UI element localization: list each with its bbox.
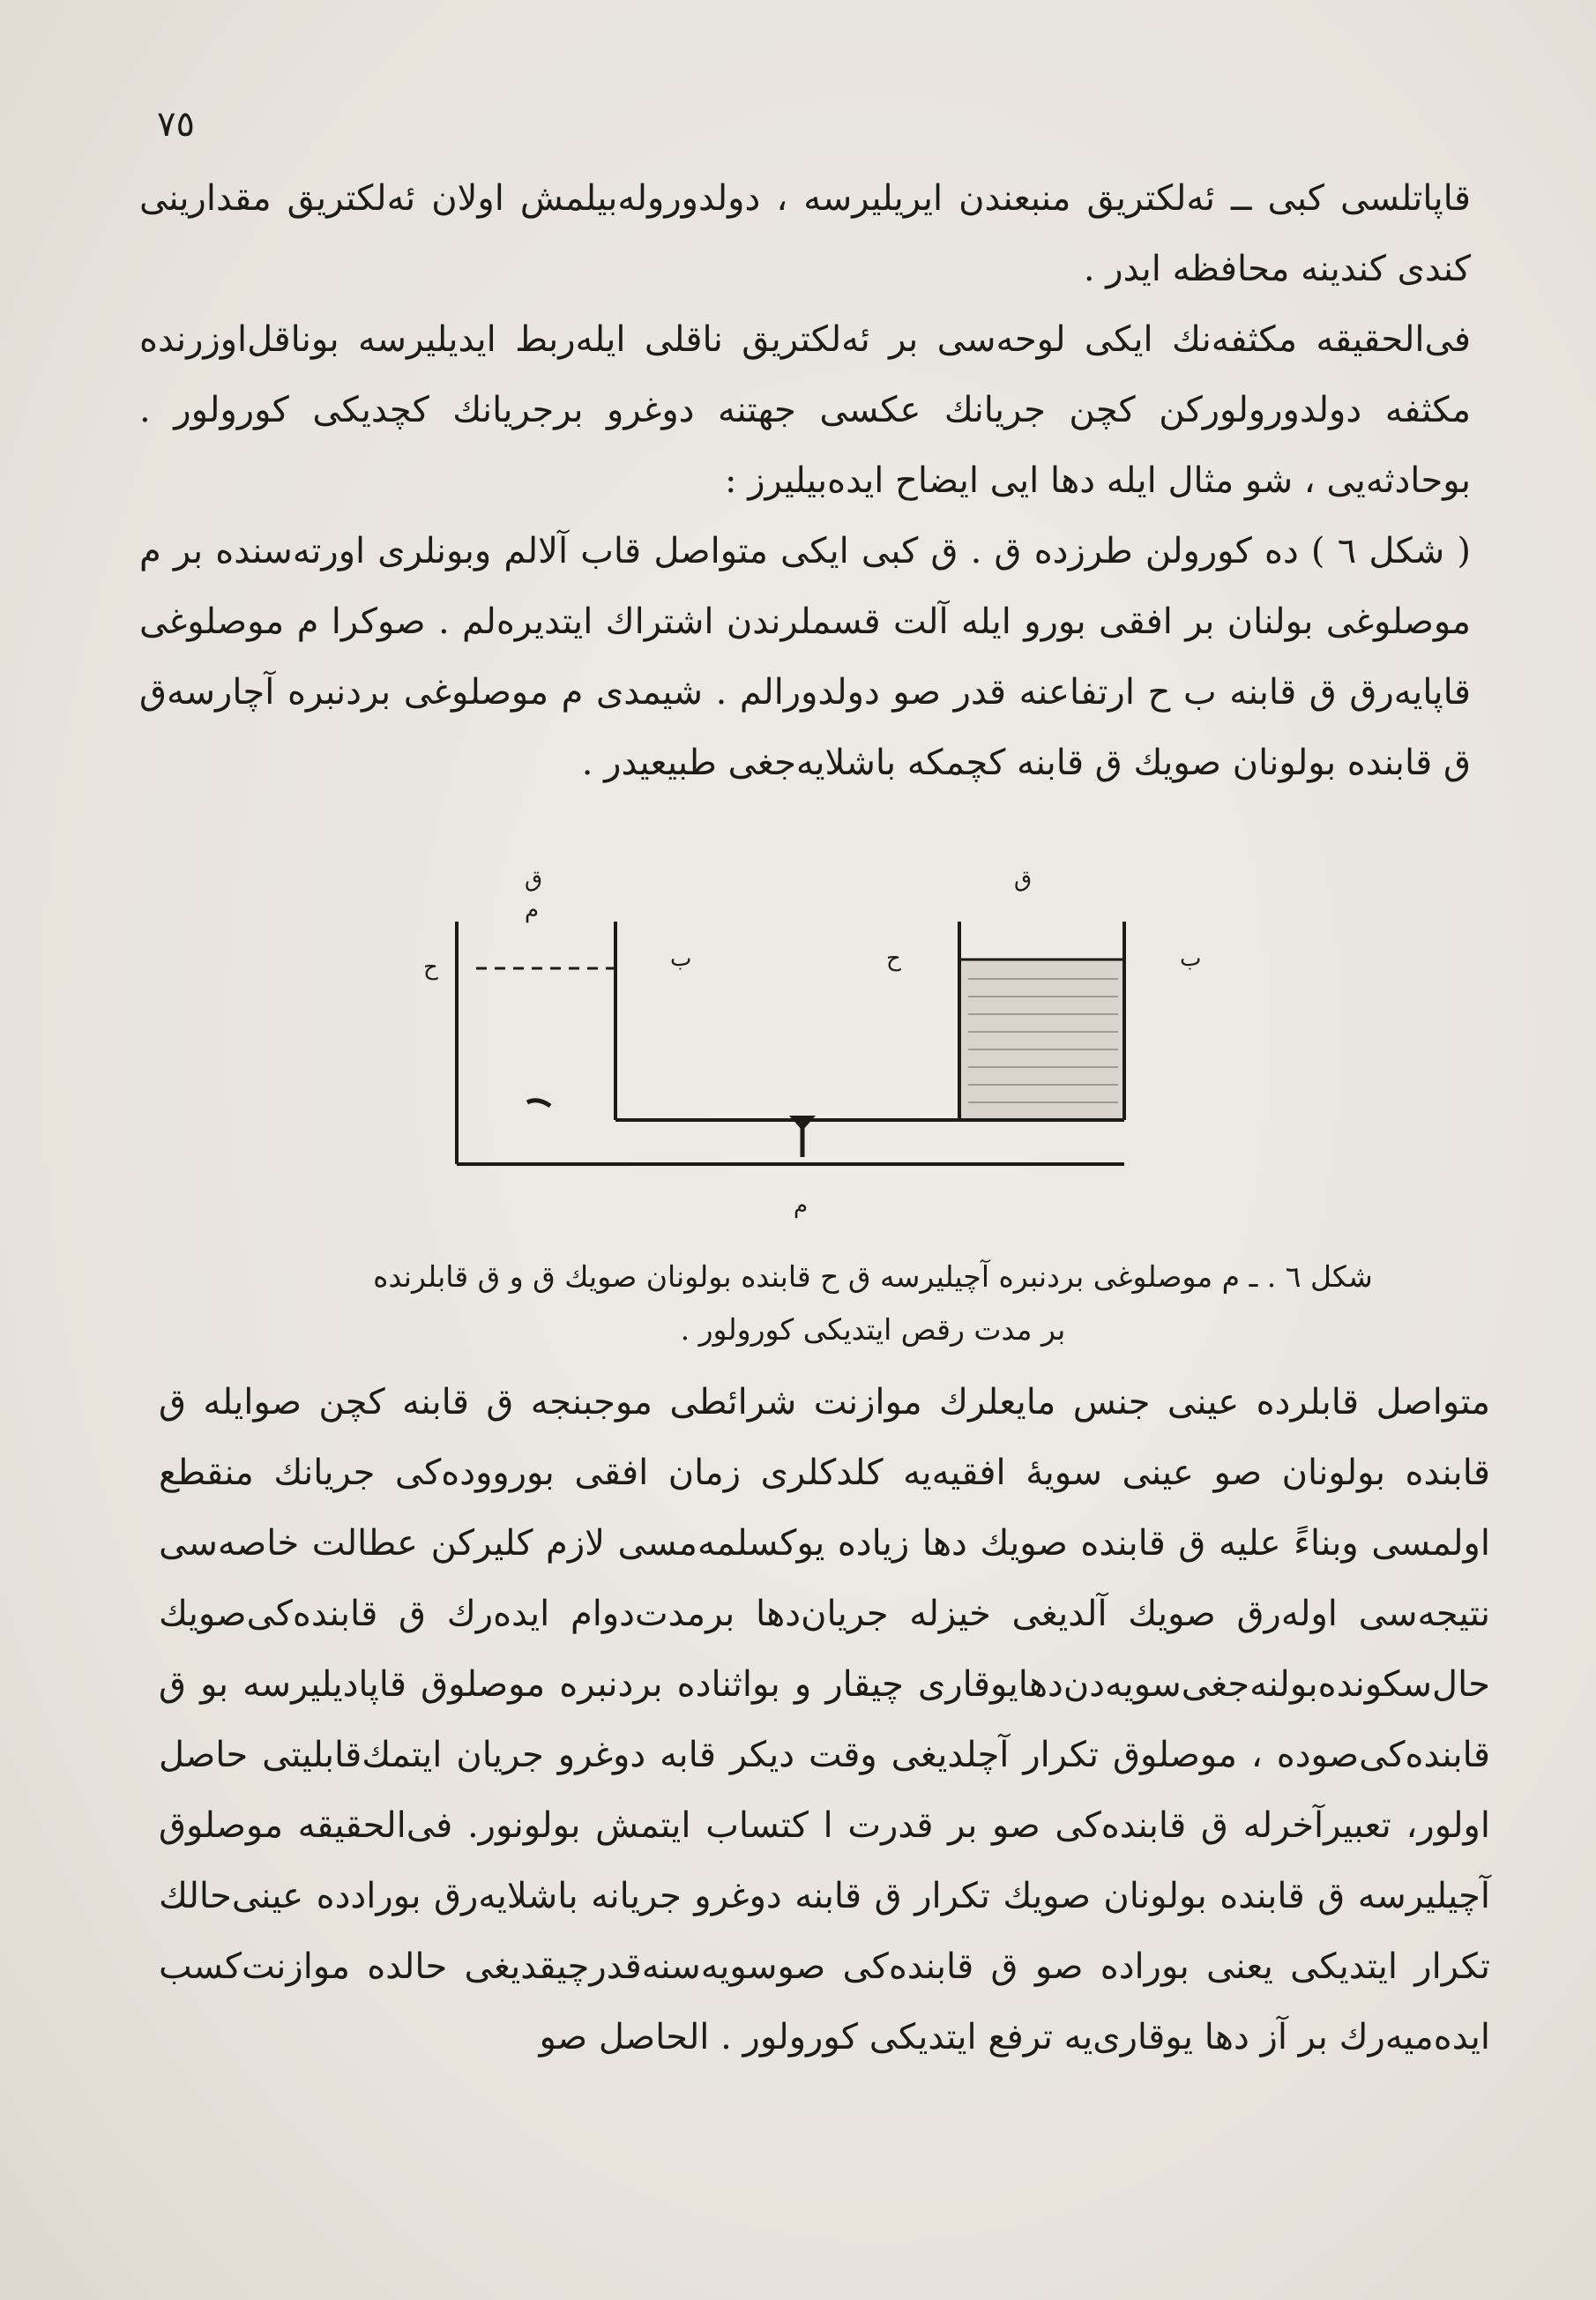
bottom-text-block bbox=[159, 1367, 1490, 2072]
label-m-prime: م‌ bbox=[525, 897, 540, 923]
figure-caption bbox=[335, 1251, 1411, 1356]
paragraph-4: متواصل قابلرده عینی جنس مایعلرك موازنت شرائطی موجبنجه ق‌ قابنه کچن صوایله ق قابنده بولونان صو عینی سویهٔ افقیه‌یه کلدکلری زمان افقی بورووده‌کی جریانك منقطع اولمسی وبناءً علیه ق‌ قابنده صویك دها زیاده یوکسلمه‌مسی لازم کلیرکن عطالت خاصه‌سی نتیجه‌سی اوله‌رق صویك آلدیغی خیزله جریان‌دها برمدت‌دوام ایده‌رك ق‌ قابنده‌کی‌صویك حال‌سکونده‌بولنه‌جغی‌سویه‌دن‌دها‌یوقاری چیقار و بواثناده بردنبره موصلوق قاپادیلیرسه بو ق‌ قابنده‌کی‌صوده ، موصلوق تکرار آچلدیغی وقت دیکر قابه دوغرو جریان ایتمك‌قابلیتی حاصل اولور، تعبیرآخرله ق‌ قابنده‌کی صو بر قدرت ا کتساب ایتمش بولونور. فی‌الحقیقه موصلوق آچیلیرسه ق‌ قابنده بولونان صویك تکرار ق قابنه دوغرو جریانه باشلایه‌رق بورادده عینی‌حالك تکرار ایتدیکی یعنی بوراده صو ق‌ قابنده‌کی صوسویه‌سنه‌قدرچیقدیغی حالده موازنت‌کسب ایده‌میه‌رك بر آز دها یوقاری‌یه ترفع ایتدیکی کورولور . الحاصل صو bbox=[159, 1382, 1491, 2057]
vessel-diagram bbox=[423, 855, 1234, 1243]
label-q-prime: ق‌ bbox=[525, 866, 543, 892]
left-vessel-mark bbox=[527, 1101, 550, 1106]
label-h: ح bbox=[886, 945, 901, 972]
top-text-block bbox=[139, 163, 1471, 798]
right-vessel-water bbox=[961, 960, 1122, 1118]
caption-line-1: شکل ٦ . ـ م موصلوغی بردنبره آچیلیرسه ق ح قابنده بولونان صویك ق و ق قابلرنده bbox=[373, 1259, 1373, 1294]
figure-6-communicating-vessels bbox=[423, 855, 1234, 1243]
caption-line-2: بر مدت رقص ایتدیکی کورولور . bbox=[680, 1312, 1066, 1347]
label-q: ق bbox=[1014, 866, 1033, 892]
paragraph-1: قاپاتلسی کبی ــ ئەلکتریق منبعندن ایریلیرسه ، دولدوروله‌بیلمش اولان ئەلکتریق مقدارینی کندی کندینه محافظه ایدر . bbox=[139, 178, 1471, 289]
page-number: ٧٥ bbox=[157, 104, 195, 145]
label-h-prime: ح‌ bbox=[423, 954, 438, 981]
label-m-valve: م bbox=[794, 1192, 809, 1219]
label-b: ب bbox=[1180, 945, 1202, 972]
paragraph-3: ( شکل ٦ ) ده کورولن طرزده ق . ق‌ کبی ایکی متواصل قاب آلالم وبونلری اورته‌سنده بر م موصلوغی بولنان بر افقی بورو ایله‌ آلت قسملرندن اشتراك ایتدیره‌لم . صوکرا م موصلوغی قاپایه‌رق ق قابنه ب ح ارتفاعنه قدر صو دولدورالم . شیمدی م موصلوغی بردنبره آچارسه‌ق ق قابنده بولونان صویك ق‌ قابنه کچمکه باشلایه‌جغی طبیعیدر . bbox=[139, 531, 1472, 783]
label-b-prime: ب‌ bbox=[670, 945, 692, 972]
paragraph-2: فی‌الحقیقه مکثفه‌نك ایکی لوحه‌سی بر ئەلکتریق ناقلی ایله‌ربط ایدیلیرسه بوناقل‌اوزرنده مکثفه دولدورولورکن کچن جریانك عکسی جهتنه دوغرو برجریانك کچدیکی کورولور . بوحادثه‌یی ، شو مثال ایله دها ایی ایضاح ایده‌بیلیرز : bbox=[139, 319, 1471, 501]
